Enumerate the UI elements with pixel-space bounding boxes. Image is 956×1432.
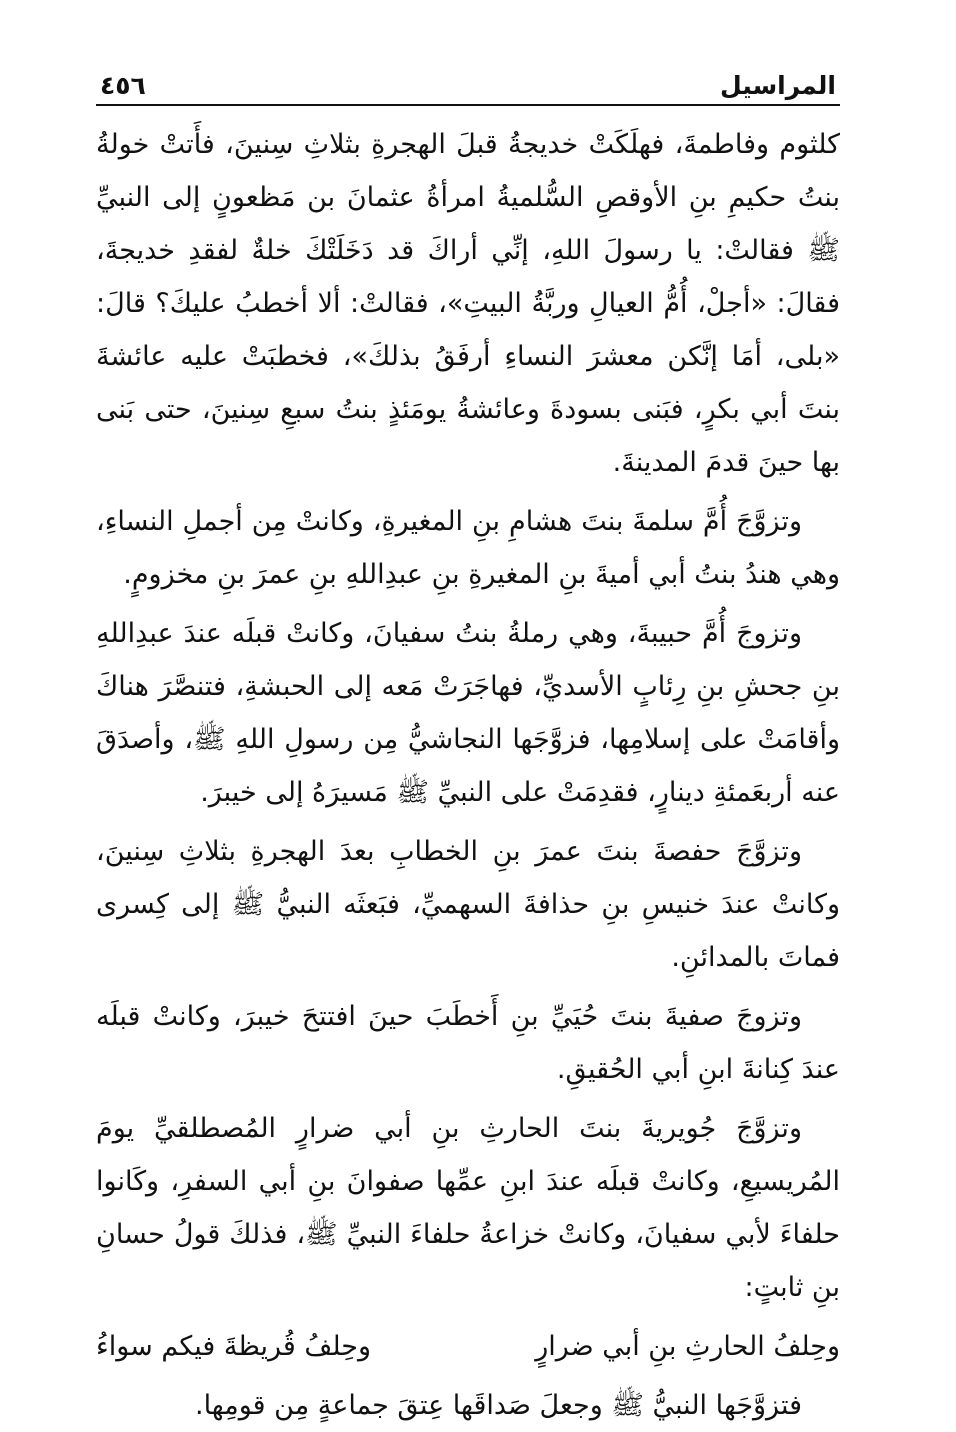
page-number: ٤٥٦ [100,71,146,100]
poetry-verse [96,1320,840,1373]
verse-first-hemistich: وحِلفُ قُريظةَ فيكم سواءُ [96,1331,372,1362]
paragraph-juwayriya: وتزوَّجَ جُويريةَ بنتَ الحارثِ بنِ أبي ضرارٍ المُصطلقيِّ يومَ المُريسيعِ، وكانتْ قبلَه عندَ ابنِ عمِّها صفوانَ بنِ أبي السفرِ، وكَانوا حلفاءَ لأبي سفيانَ، وكانتْ خزاعةُ حلفاءَ النبيِّ ﷺ، فذلكَ قولُ حسانِ بنِ ثابتٍ: [96,1113,840,1303]
chapter-title: المراسيل [720,71,836,100]
paragraph-khadija: كلثوم وفاطمةَ، فهلَكَتْ خديجةُ قبلَ الهجرةِ بثلاثِ سِنينَ، فأَتتْ خولةُ بنتُ حكيمِ بنِ الأوقصِ السُّلميةُ امرأةُ عثمانَ بن مَظعونٍ إلى النبيِّ ﷺ فقالتْ: يا رسولَ اللهِ، إنِّي أراكَ قد دَخَلَتْكَ خلةٌ لفقدِ خديجةَ، فقالَ: «أجلْ، أُمُّ العيالِ وربَّةُ البيتِ»، فقالتْ: ألا أخطبُ عليكَ؟ قالَ: «بلى، أمَا إنَّكن معشرَ النساءِ أرفَقُ بذلكَ»، فخطبَتْ عليه عائشةَ بنتَ أبي بكرٍ، فبَنى بسودةَ وعائشةُ يومَئذٍ بنتُ سبعِ سِنينَ، حتى بَنى بها حينَ قدمَ المدينةَ. [96,129,840,478]
paragraph-umm-habiba: وتزوجَ أُمَّ حبيبةَ، وهي رملةُ بنتُ سفيانَ، وكانتْ قبلَه عندَ عبدِاللهِ بنِ جحشِ بنِ رِئابٍ الأسديِّ، فهاجَرَتْ مَعه إلى الحبشةِ، فتنصَّرَ هناكَ وأقامَتْ على إسلامِها، فزوَّجَها النجاشيُّ مِن رسولِ اللهِ ﷺ، وأصدَقَ عنه أربعَمئةِ دينارٍ، فقدِمَتْ على النبيِّ ﷺ مَسيرَهُ إلى خيبرَ. [96,618,840,808]
paragraph-hafsa: وتزوَّجَ حفصةَ بنتَ عمرَ بنِ الخطابِ بعدَ الهجرةِ بثلاثِ سِنينَ، وكانتْ عندَ خنيسِ بنِ حذافةَ السهميِّ، فبَعثَه النبيُّ ﷺ إلى كِسرى فماتَ بالمدائنِ. [96,836,840,973]
closing-sentence: فتزوَّجَها النبيُّ ﷺ وجعلَ صَداقَها عِتقَ جماعةٍ مِن قومِها. [194,1390,802,1421]
book-page [96,60,840,1432]
paragraph-safiyya: وتزوجَ صفيةَ بنتَ حُيَيِّ بنِ أَخطَبَ حينَ افتتحَ خيبرَ، وكانتْ قبلَه عندَ كِنانةَ ابنِ أبي الحُقيقِ. [96,1001,840,1085]
running-header [96,60,840,104]
verse-second-hemistich: وحِلفُ الحارثِ بنِ أبي ضرارٍ [535,1331,840,1362]
paragraph-umm-salama: وتزوَّجَ أُمَّ سلمةَ بنتَ هشامِ بنِ المغيرةِ، وكانتْ مِن أجملِ النساءِ، وهي هندُ بنتُ أبي أميةَ بنِ المغيرةِ بنِ عبدِاللهِ بنِ عمرَ بنِ مخزومٍ. [96,506,840,590]
header-rule [96,104,840,106]
